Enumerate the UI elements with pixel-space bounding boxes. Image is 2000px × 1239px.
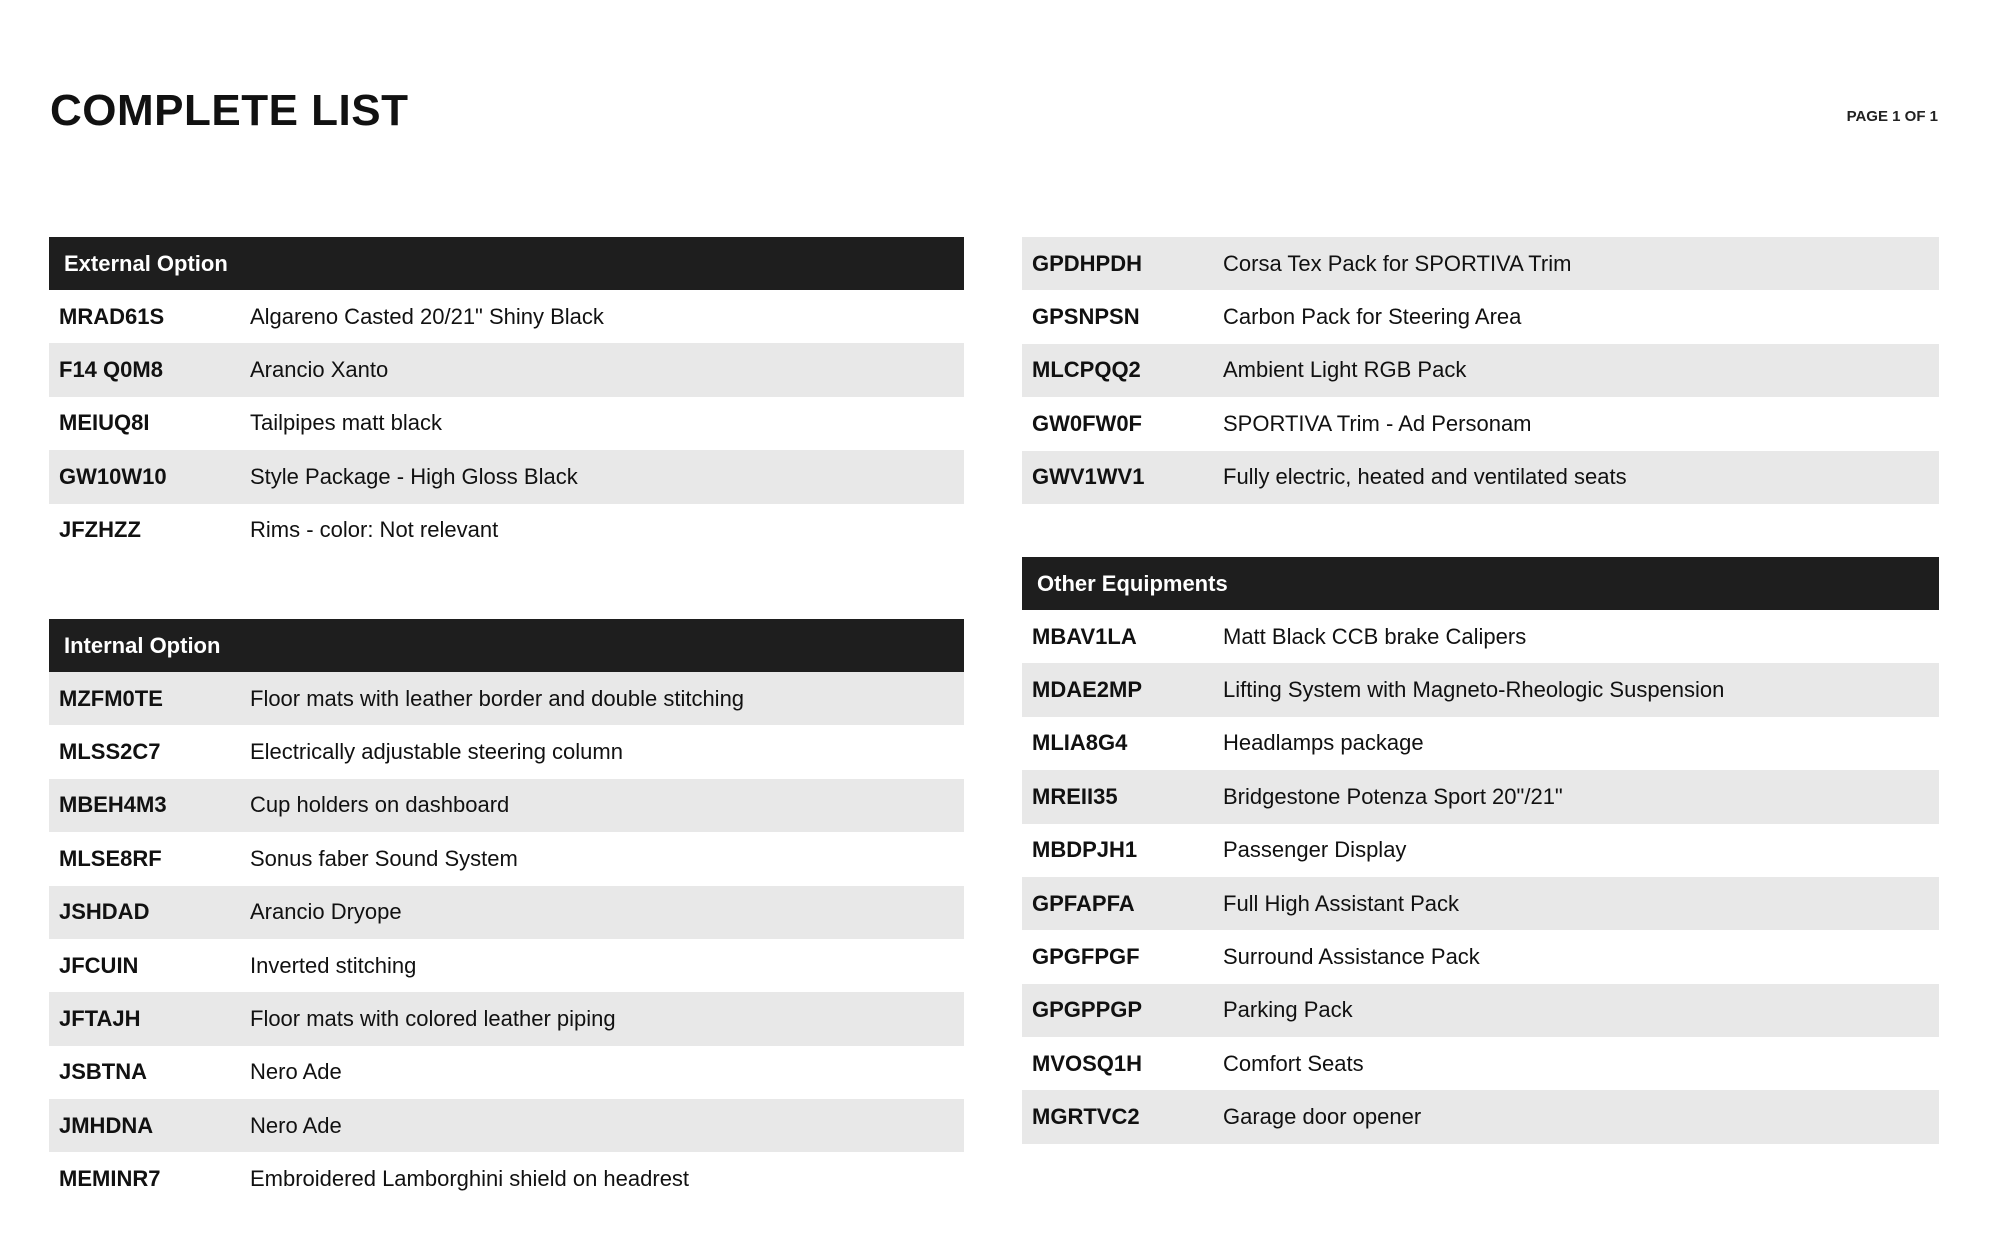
left-column [49, 237, 964, 1206]
section-header-internal: Internal Option [49, 619, 964, 672]
option-code: MBEH4M3 [59, 792, 167, 818]
option-description: Style Package - High Gloss Black [250, 463, 578, 489]
option-code: MGRTVC2 [1032, 1104, 1140, 1130]
option-code: MVOSQ1H [1032, 1050, 1143, 1076]
option-code: MZFM0TE [59, 685, 163, 711]
option-code: MRAD61S [59, 303, 165, 329]
option-row [1022, 1090, 1939, 1143]
option-code: GPFAPFA [1032, 890, 1135, 916]
option-description: Floor mats with colored leather piping [250, 1005, 616, 1031]
option-row [49, 939, 964, 992]
right-column [1022, 237, 1939, 1144]
option-description: Rims - color: Not relevant [250, 517, 499, 543]
option-code: GPGPPGP [1032, 997, 1143, 1023]
option-code: GWV1WV1 [1032, 464, 1145, 490]
option-row [1022, 610, 1939, 663]
option-row [1022, 877, 1939, 930]
option-row [49, 450, 964, 503]
option-description: Ambient Light RGB Pack [1223, 357, 1467, 383]
option-code: MLCPQQ2 [1032, 357, 1141, 383]
option-code: JFCUIN [59, 952, 139, 978]
option-description: Lifting System with Magneto-Rheologic Suspension [1223, 677, 1725, 703]
section-header-external: External Option [49, 237, 964, 290]
option-row [49, 886, 964, 939]
option-row [1022, 237, 1939, 290]
option-row [1022, 984, 1939, 1037]
option-code: MREII35 [1032, 783, 1118, 809]
option-row [49, 725, 964, 778]
option-row [49, 290, 964, 343]
option-code: MEMINR7 [59, 1166, 161, 1192]
option-code: MDAE2MP [1032, 677, 1143, 703]
option-code: JSHDAD [59, 899, 150, 925]
option-row [49, 779, 964, 832]
page-number: PAGE 1 OF 1 [1846, 108, 1938, 125]
section-header-other: Other Equipments [1022, 557, 1939, 610]
option-code: JFTAJH [59, 1005, 141, 1031]
option-row [49, 1099, 964, 1152]
option-description: Electrically adjustable steering column [250, 739, 623, 765]
option-description: Headlamps package [1223, 730, 1424, 756]
option-row [1022, 770, 1939, 823]
option-description: Embroidered Lamborghini shield on headrest [250, 1166, 690, 1192]
option-code: F14 Q0M8 [59, 357, 163, 383]
option-description: Inverted stitching [250, 952, 417, 978]
option-code: MLIA8G4 [1032, 730, 1128, 756]
option-description: Comfort Seats [1223, 1050, 1364, 1076]
option-row [1022, 663, 1939, 716]
option-description: Parking Pack [1223, 997, 1353, 1023]
option-code: GPSNPSN [1032, 304, 1140, 330]
option-code: JMHDNA [59, 1112, 154, 1138]
option-row [1022, 1037, 1939, 1090]
option-description: Sonus faber Sound System [250, 845, 518, 871]
option-description: Floor mats with leather border and double stitching [250, 685, 745, 711]
option-row [49, 504, 964, 557]
option-row [1022, 717, 1939, 770]
option-description: Nero Ade [250, 1059, 342, 1085]
option-code: MLSS2C7 [59, 739, 161, 765]
option-row [49, 992, 964, 1045]
option-code: GPGFPGF [1032, 943, 1140, 969]
option-code: GW0FW0F [1032, 410, 1142, 436]
option-code: MBDPJH1 [1032, 837, 1138, 863]
option-description: Carbon Pack for Steering Area [1223, 304, 1522, 330]
option-description: Corsa Tex Pack for SPORTIVA Trim [1223, 250, 1572, 276]
option-description: Algareno Casted 20/21" Shiny Black [250, 303, 604, 329]
option-description: Nero Ade [250, 1112, 342, 1138]
option-description: SPORTIVA Trim - Ad Personam [1223, 410, 1532, 436]
section-spacer [49, 557, 964, 619]
option-code: MLSE8RF [59, 845, 162, 871]
option-description: Fully electric, heated and ventilated seats [1223, 464, 1627, 490]
option-description: Full High Assistant Pack [1223, 890, 1459, 916]
option-row [49, 832, 964, 885]
option-code: JSBTNA [59, 1059, 148, 1085]
option-row [49, 1046, 964, 1099]
option-description: Cup holders on dashboard [250, 792, 510, 818]
option-description: Garage door opener [1223, 1104, 1422, 1130]
option-row [1022, 824, 1939, 877]
option-code: GPDHPDH [1032, 250, 1143, 276]
option-description: Passenger Display [1223, 837, 1407, 863]
option-row [49, 1152, 964, 1205]
option-row [49, 343, 964, 396]
option-row [1022, 930, 1939, 983]
option-description: Arancio Dryope [250, 899, 402, 925]
page-title: COMPLETE LIST [50, 86, 409, 135]
option-code: GW10W10 [59, 463, 167, 489]
option-row [49, 397, 964, 450]
option-row [49, 672, 964, 725]
option-row [1022, 290, 1939, 343]
option-code: MEIUQ8I [59, 410, 150, 436]
option-code: JFZHZZ [59, 517, 141, 543]
option-description: Surround Assistance Pack [1223, 943, 1480, 969]
option-description: Matt Black CCB brake Calipers [1223, 623, 1527, 649]
option-row [1022, 397, 1939, 450]
section-spacer [1022, 504, 1939, 557]
option-description: Arancio Xanto [250, 357, 389, 383]
option-row [1022, 451, 1939, 504]
option-description: Bridgestone Potenza Sport 20"/21" [1223, 783, 1563, 809]
option-row [1022, 344, 1939, 397]
option-description: Tailpipes matt black [250, 410, 442, 436]
option-code: MBAV1LA [1032, 623, 1137, 649]
